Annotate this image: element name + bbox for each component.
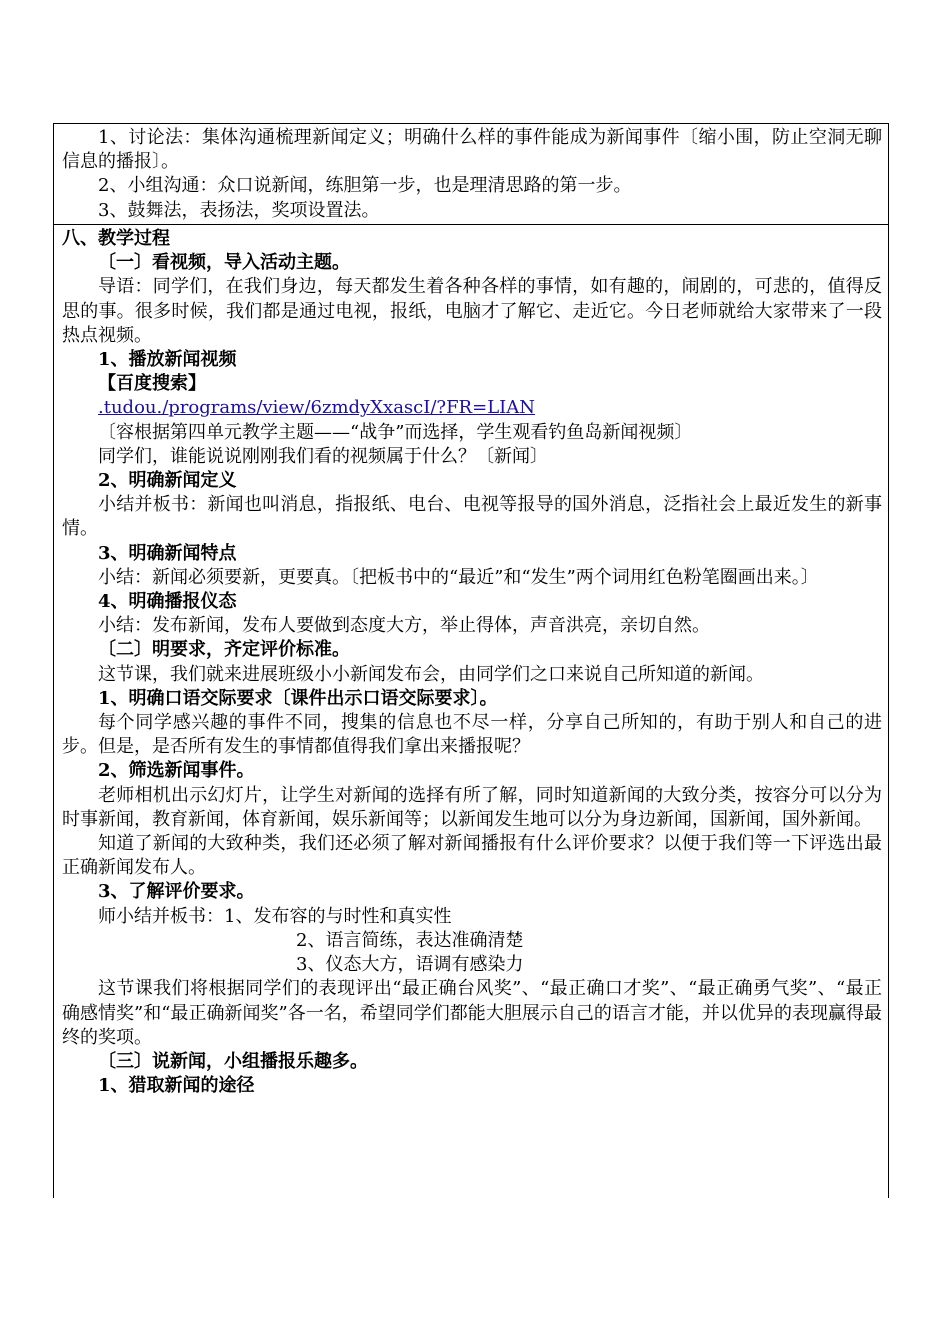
step-title: 3、明确新闻特点 — [98, 542, 237, 564]
step-title: 1、播放新闻视频 — [98, 349, 237, 371]
part2-intro: 这节课，我们就来进展班级小小新闻发布会，由同学们之口来说自己所知道的新闻。 — [98, 663, 764, 685]
step-title: 3、了解评价要求。 — [98, 881, 255, 903]
requirements-paragraph: 每个同学感兴趣的事件不同，搜集的信息也不尽一样，分享自己所知的，有助于别人和自己的进步。但是，是否所有发生的事情都值得我们拿出来播报呢？ — [62, 712, 882, 758]
definition-paragraph: 小结并板书：新闻也叫消息，指报纸、电台、电视等报导的国外消息，泛指社会上最近发生的新事情。 — [62, 494, 882, 540]
video-note: 〔容根据第四单元教学主题——“战争”而选择，学生观看钓鱼岛新闻视频〕 — [98, 421, 693, 443]
features-paragraph: 小结：新闻必须要新，更要真。〔把板书中的“最近”和“发生”两个词用红色粉笔圈画出来。〕 — [98, 566, 819, 588]
teaching-process-cell — [62, 227, 882, 1098]
question-paragraph: 同学们，谁能说说刚刚我们看的视频属于什么？〔新闻〕 — [98, 445, 548, 467]
video-link[interactable]: .tudou./programs/view/6zmdyXxascI/?FR=LIAN — [98, 397, 536, 419]
part-title: 〔三〕说新闻，小组播报乐趣多。 — [98, 1050, 368, 1072]
criteria-item: 师小结并板书：1、发布容的与时性和真实性 — [98, 905, 452, 927]
manner-paragraph: 小结：发布新闻，发布人要做到态度大方，举止得体，声音洪亮，亲切自然。 — [98, 615, 710, 637]
step-title: 2、明确新闻定义 — [98, 470, 237, 492]
method-item: 1、讨论法：集体沟通梳理新闻定义；明确什么样的事件能成为新闻事件〔缩小围，防止空洞无聊信息的播报〕。 — [62, 127, 882, 173]
baidu-search-label: 【百度搜索】 — [98, 373, 206, 395]
step-title: 1、猎取新闻的途径 — [98, 1075, 255, 1097]
news-categories-paragraph: 老师相机出示幻灯片，让学生对新闻的选择有所了解，同时知道新闻的大致分类，按容分可以分为时事新闻，教育新闻，体育新闻，娱乐新闻等；以新闻发生地可以分为身边新闻，国新闻，国外新闻。 — [62, 784, 882, 830]
part-title: 〔二〕明要求，齐定评价标准。 — [98, 639, 350, 661]
row-divider — [53, 224, 889, 225]
section-heading: 八、教学过程 — [62, 228, 170, 249]
method-item: 3、鼓舞法，表扬法，奖项设置法。 — [98, 199, 380, 221]
evaluation-intro-paragraph: 知道了新闻的大致种类，我们还必须了解对新闻播报有什么评价要求？以便于我们等一下评选出最正确新闻发布人。 — [62, 833, 882, 879]
step-title: 2、筛选新闻事件。 — [98, 760, 255, 782]
methods-cell — [62, 126, 882, 223]
method-item: 2、小组沟通：众口说新闻，练胆第一步，也是理清思路的第一步。 — [98, 175, 632, 197]
criteria-item: 3、仪态大方，语调有感染力 — [296, 954, 524, 976]
criteria-item: 2、语言简练，表达准确清楚 — [296, 929, 524, 951]
intro-paragraph: 导语：同学们，在我们身边，每天都发生着各种各样的事情，如有趣的，闹剧的，可悲的，值得反思的事。很多时候，我们都是通过电视，报纸，电脑才了解它、走近它。今日老师就给大家带来了一段热点视频。 — [62, 276, 882, 346]
step-title: 1、明确口语交际要求〔课件出示口语交际要求〕。 — [98, 687, 498, 709]
step-title: 4、明确播报仪态 — [98, 591, 237, 613]
part-title: 〔一〕看视频，导入活动主题。 — [98, 252, 350, 274]
awards-paragraph: 这节课我们将根据同学们的表现评出“最正确台风奖”、“最正确口才奖”、“最正确勇气奖”、“最正确感情奖”和“最正确新闻奖”各一名，希望同学们都能大胆展示自己的语言才能，并以优异的表现赢得最终的奖项。 — [62, 978, 882, 1048]
